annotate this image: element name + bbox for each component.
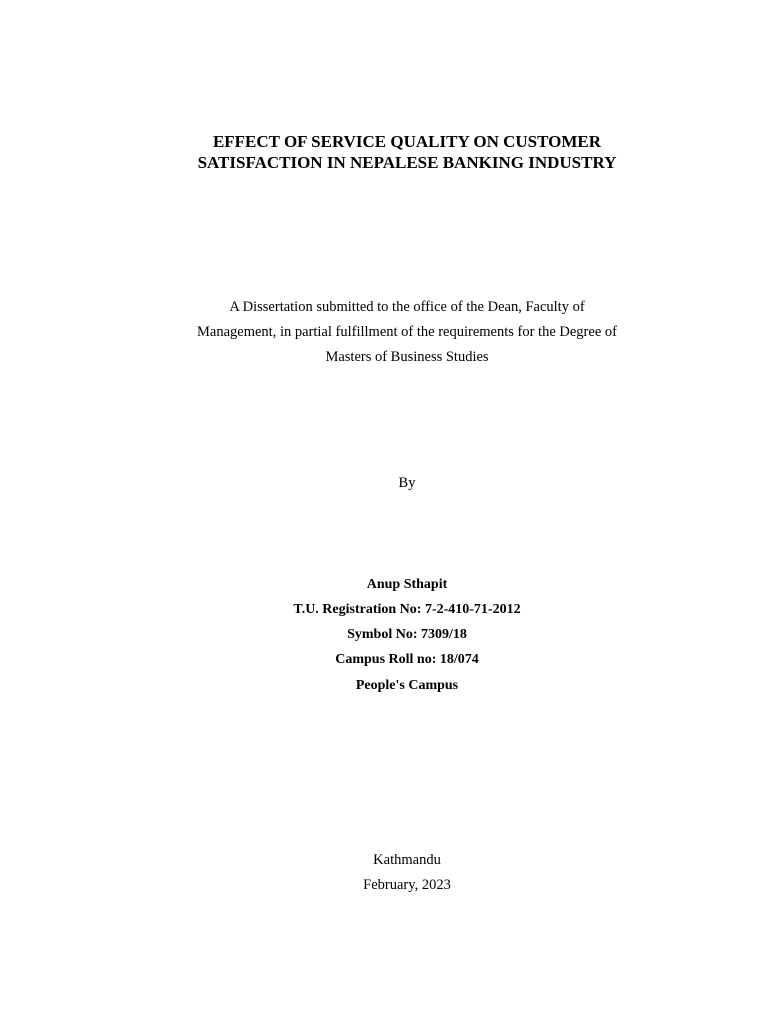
submission-line-2: Management, in partial fulfillment of the requirements for the Degree of bbox=[197, 324, 617, 340]
by-label: By bbox=[398, 475, 416, 491]
title-line-1: EFFECT OF SERVICE QUALITY ON CUSTOMER bbox=[212, 132, 602, 151]
submission-line-3: Masters of Business Studies bbox=[325, 349, 489, 365]
author-name: Anup Sthapit bbox=[366, 577, 448, 592]
title-line-2: SATISFACTION IN NEPALESE BANKING INDUSTRY bbox=[197, 153, 617, 172]
campus-roll-number: Campus Roll no: 18/074 bbox=[335, 652, 479, 667]
place: Kathmandu bbox=[373, 852, 441, 868]
submission-line-1: A Dissertation submitted to the office of the Dean, Faculty of bbox=[229, 299, 585, 315]
date: February, 2023 bbox=[363, 877, 451, 893]
symbol-number: Symbol No: 7309/18 bbox=[347, 627, 467, 642]
registration-number: T.U. Registration No: 7-2-410-71-2012 bbox=[293, 602, 521, 617]
campus-name: People's Campus bbox=[355, 678, 459, 693]
